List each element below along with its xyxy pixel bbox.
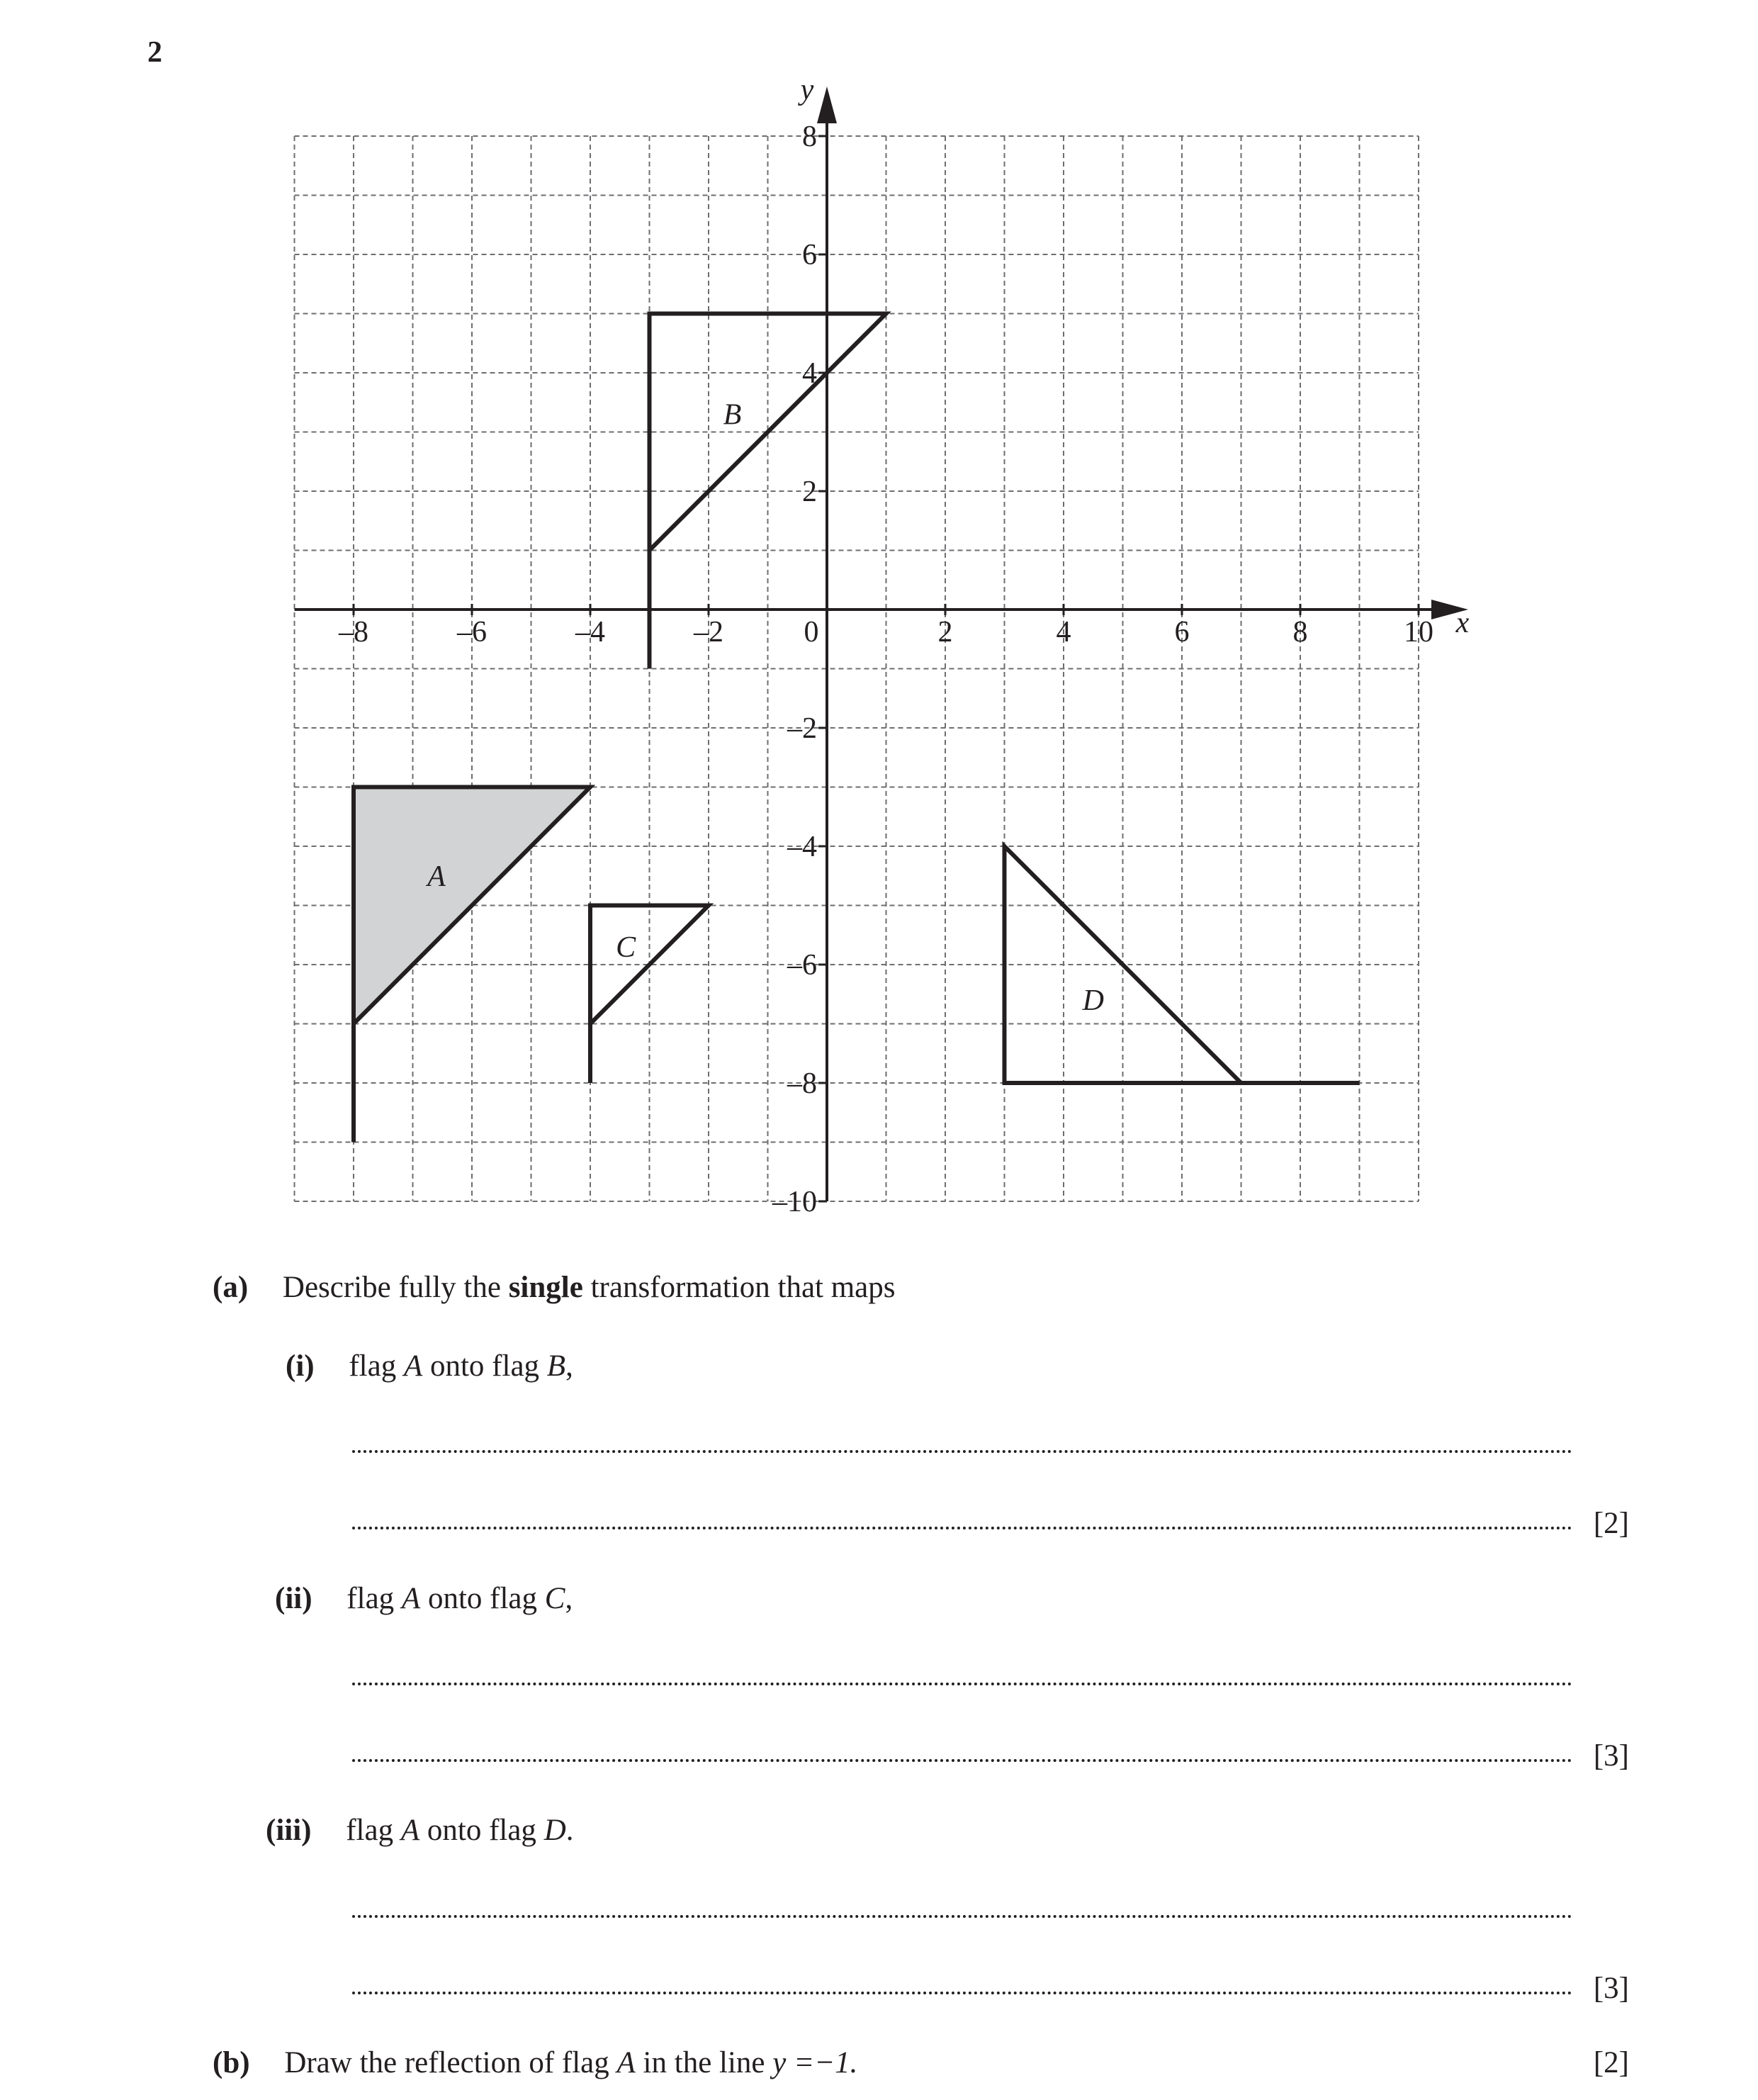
y-tick-label: 4 <box>802 357 817 390</box>
y-tick-label: –8 <box>787 1067 817 1100</box>
sub-i-text: flag <box>349 1349 404 1383</box>
mark-ii: [3] <box>1593 1739 1629 1773</box>
answer-line-iii-2[interactable] <box>352 1992 1572 1994</box>
y-tick-label: –6 <box>787 949 817 982</box>
sub-i-label: (i) <box>286 1349 315 1383</box>
sub-iii-text: flag <box>346 1814 401 1847</box>
part-b-text2: in the line <box>635 2046 773 2079</box>
sub-iii-flag2: D <box>543 1814 566 1847</box>
part-a-text: Describe fully the <box>282 1271 509 1304</box>
sub-i-end: , <box>565 1349 573 1383</box>
y-tick-label: 8 <box>802 120 817 153</box>
answer-line-ii-1[interactable] <box>352 1683 1572 1685</box>
answer-line-i-2[interactable] <box>352 1527 1572 1529</box>
question-number: 2 <box>147 36 162 69</box>
part-b-flag: A <box>616 2046 636 2079</box>
sub-iii-mid: onto flag <box>419 1814 544 1847</box>
sub-ii-end: , <box>565 1582 573 1615</box>
mark-i: [2] <box>1593 1507 1629 1540</box>
y-axis-arrow <box>817 86 837 123</box>
x-tick-label: –4 <box>575 616 605 648</box>
x-tick-label: 4 <box>1056 616 1071 648</box>
sub-ii-label: (ii) <box>275 1582 312 1615</box>
sub-ii-flag2: C <box>544 1582 565 1615</box>
sub-question-ii <box>275 1583 573 1614</box>
sub-ii-flag1: A <box>401 1582 421 1615</box>
sub-ii-mid: onto flag <box>420 1582 545 1615</box>
flag-b-label: B <box>723 398 742 432</box>
x-tick-label: 10 <box>1404 616 1433 648</box>
mark-b: [2] <box>1593 2046 1629 2079</box>
sub-question-iii <box>266 1815 574 1846</box>
part-a-label: (a) <box>213 1271 249 1304</box>
part-a-stem <box>213 1272 896 1303</box>
flag-c-label: C <box>616 931 636 964</box>
x-tick-label: –8 <box>339 616 368 648</box>
sub-i-flag1: A <box>403 1349 423 1383</box>
part-b-equation: y =−1. <box>772 2046 858 2079</box>
part-b-text: Draw the reflection of flag <box>284 2046 617 2079</box>
x-tick-label: 8 <box>1292 616 1308 648</box>
x-tick-label: –6 <box>457 616 487 648</box>
y-tick-label: –2 <box>787 712 817 745</box>
part-b-stem <box>213 2048 857 2078</box>
flag-d-label: D <box>1082 984 1104 1018</box>
flag-a-label: A <box>427 860 446 893</box>
y-axis-label: y <box>800 74 814 106</box>
x-tick-label: 6 <box>1174 616 1190 648</box>
sub-iii-end: . <box>565 1814 574 1847</box>
y-tick-label: –10 <box>772 1186 817 1218</box>
answer-line-ii-2[interactable] <box>352 1759 1572 1762</box>
y-tick-label: –4 <box>787 831 817 863</box>
x-tick-label: –2 <box>694 616 723 648</box>
x-tick-label: 0 <box>804 616 819 648</box>
sub-iii-label: (iii) <box>266 1814 312 1847</box>
sub-i-mid: onto flag <box>422 1349 547 1383</box>
x-axis-label: x <box>1455 607 1470 639</box>
answer-line-iii-1[interactable] <box>352 1915 1572 1918</box>
part-b-label: (b) <box>213 2046 250 2079</box>
answer-line-i-1[interactable] <box>352 1450 1572 1453</box>
mark-iii: [3] <box>1593 1972 1629 2005</box>
sub-i-flag2: B <box>546 1349 566 1383</box>
part-a-bold: single <box>508 1271 583 1304</box>
y-tick-label: 2 <box>802 476 817 508</box>
sub-iii-flag1: A <box>400 1814 420 1847</box>
part-a-text-after: transformation that maps <box>582 1271 896 1304</box>
y-tick-label: 6 <box>802 239 817 271</box>
sub-ii-text: flag <box>346 1582 402 1615</box>
x-tick-label: 2 <box>937 616 953 648</box>
sub-question-i <box>286 1351 573 1381</box>
